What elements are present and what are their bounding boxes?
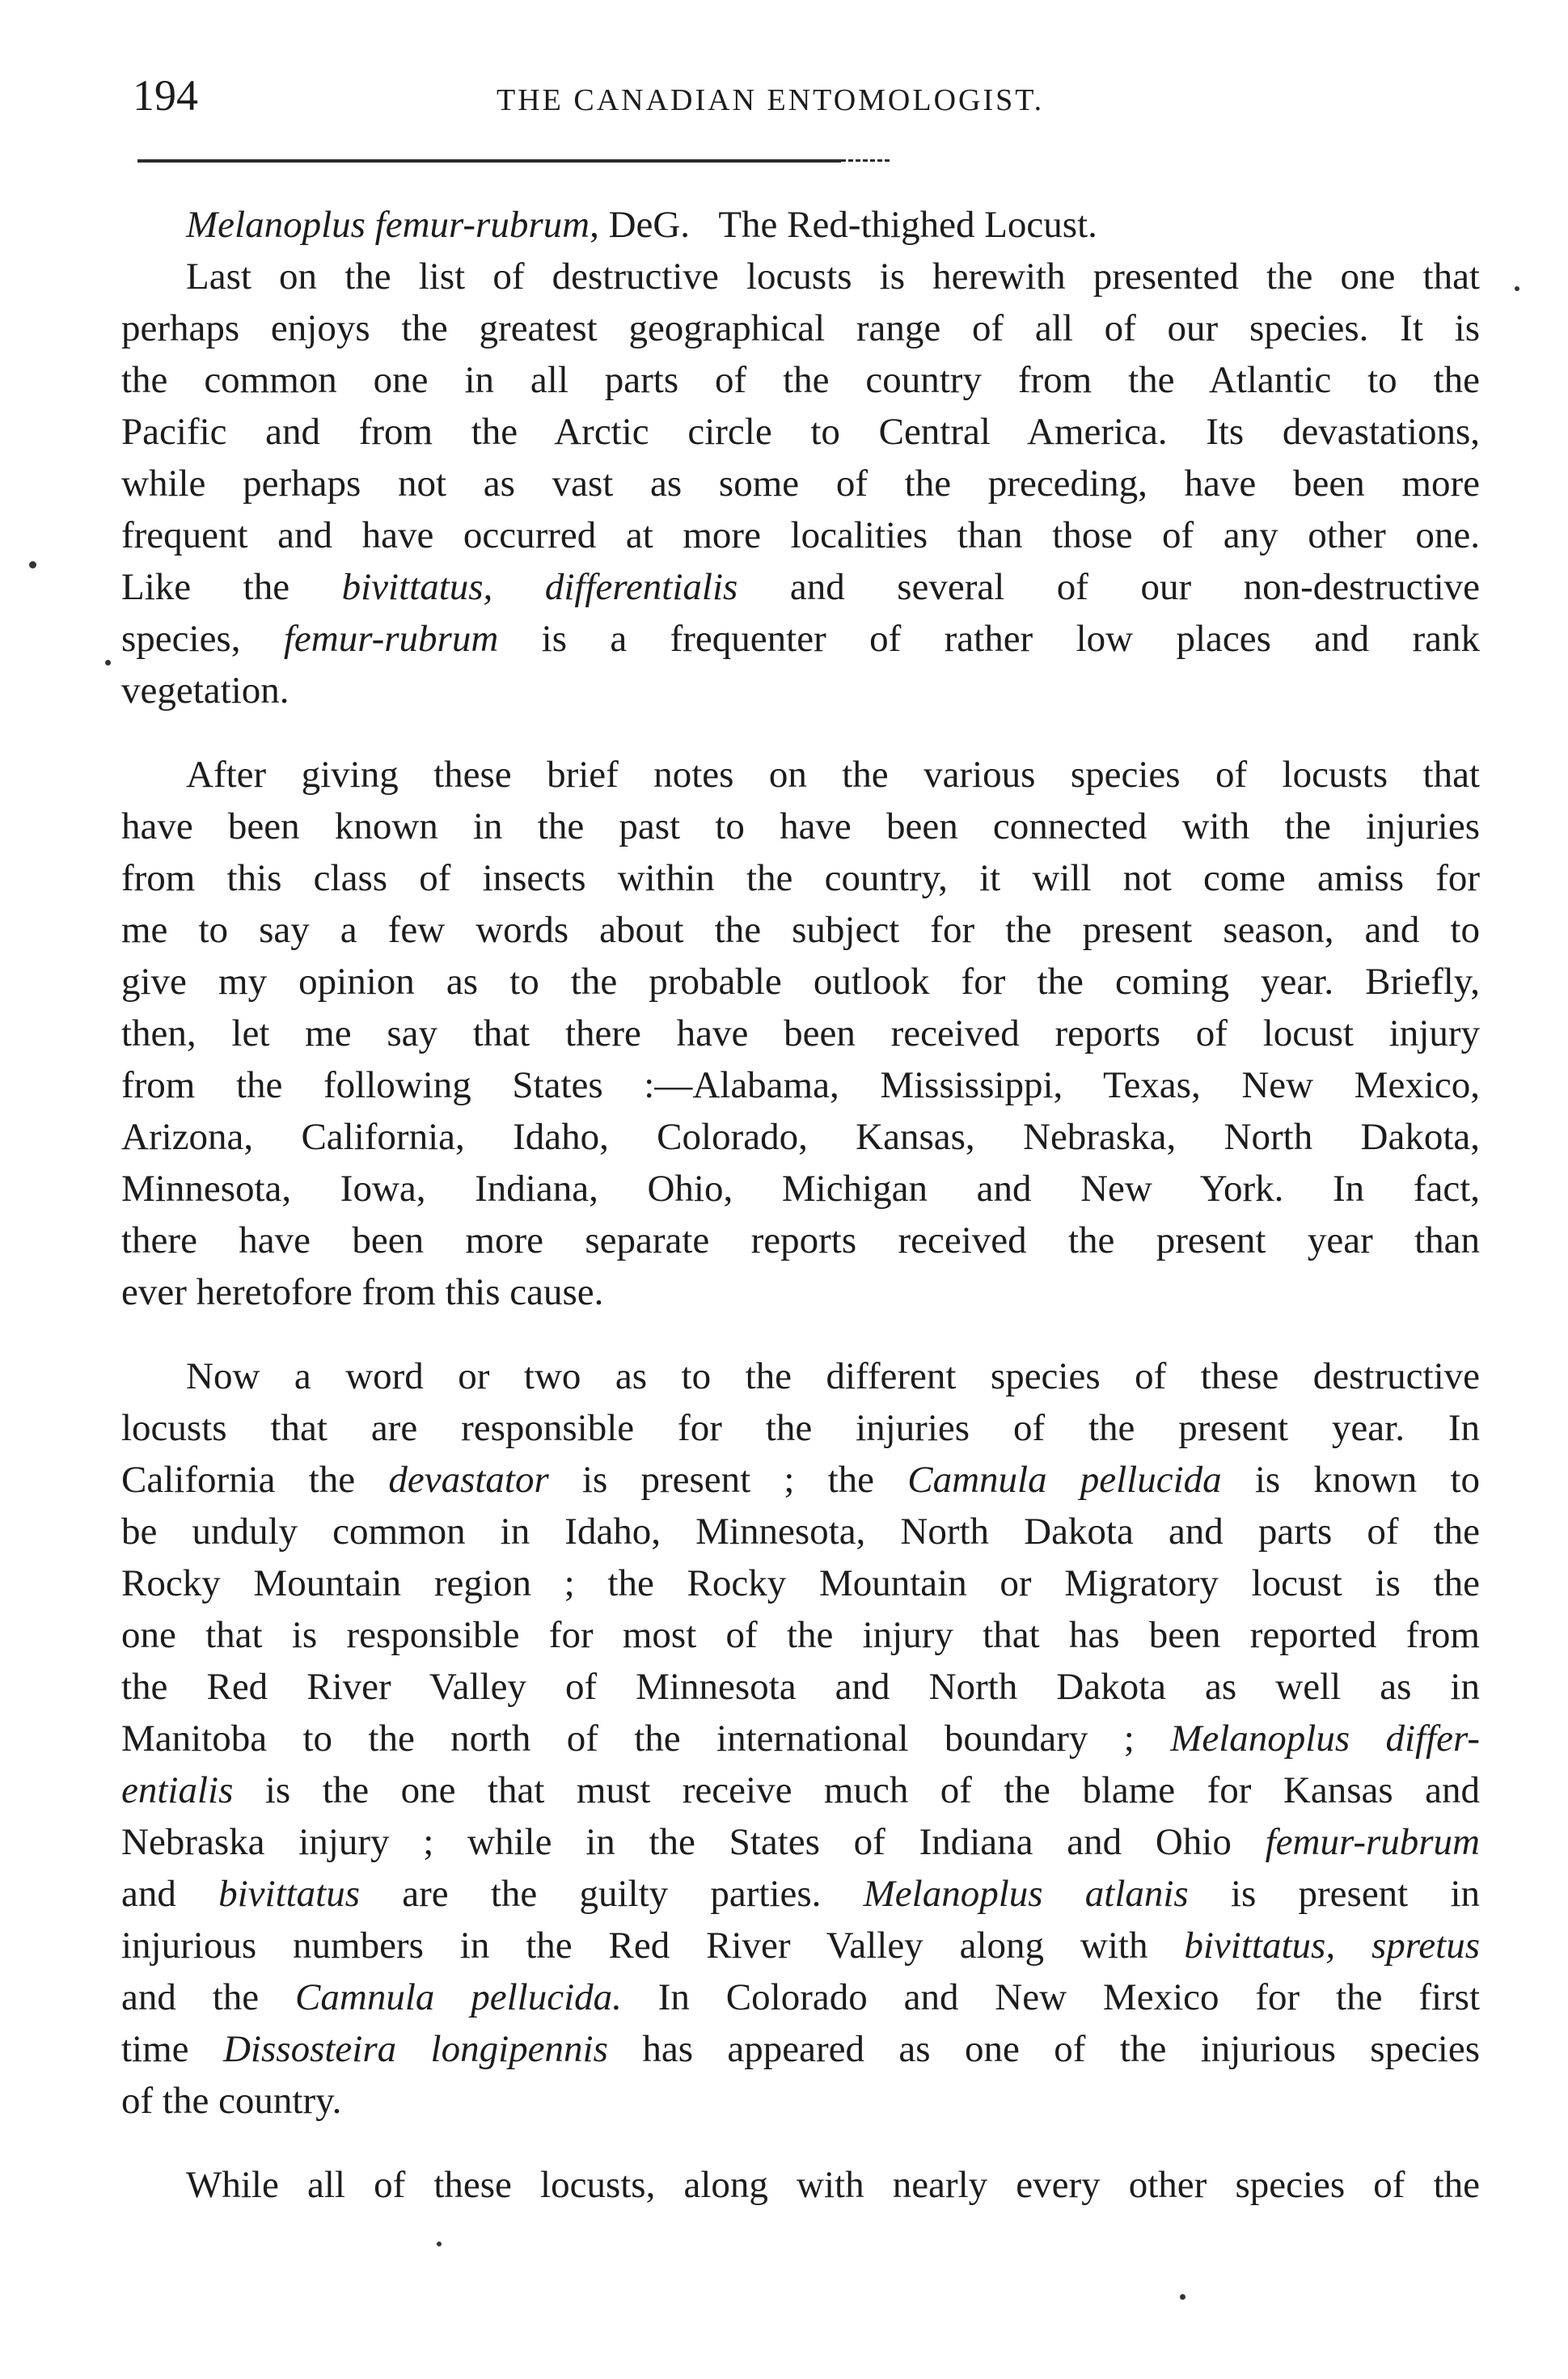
text-line: perhaps enjoys the greatest geographical range of all of our species. It is <box>121 307 1480 349</box>
ink-speck <box>1180 2294 1186 2300</box>
text-line: be unduly common in Idaho, Minnesota, North Dakota and parts of the <box>121 1511 1480 1553</box>
text-line: Manitoba to the north of the international boundary ; Melanoplus differ- <box>121 1718 1480 1760</box>
text-line: me to say a few words about the subject for the present season, and to <box>121 909 1480 951</box>
ink-speck <box>1515 286 1519 291</box>
running-head <box>133 71 1485 136</box>
text-line: frequent and have occurred at more localities than those of any other one. <box>121 514 1480 556</box>
text-line: Pacific and from the Arctic circle to Central America. Its devastations, <box>121 411 1480 453</box>
text-line: injurious numbers in the Red River Valley along with bivittatus, spretus <box>121 1925 1481 1967</box>
text-line: and bivittatus are the guilty parties. Melanoplus atlanis is present in <box>121 1873 1481 1915</box>
text-line: California the devastator is present ; the Camnula pellucida is known to <box>121 1459 1481 1501</box>
text-line: ever heretofore from this cause. <box>121 1271 604 1313</box>
paragraph-3 <box>121 1350 1480 2127</box>
text-line: Like the bivittatus, differentialis and several of our non-destructive <box>121 566 1481 608</box>
paragraph-2 <box>121 749 1480 1318</box>
paragraph-1 <box>121 251 1480 716</box>
text-line: while perhaps not as vast as some of the preceding, have been more <box>121 463 1480 505</box>
common-name: The Red-thighed Locust. <box>718 204 1097 246</box>
text-line: the Red River Valley of Minnesota and North Dakota as well as in <box>121 1666 1480 1708</box>
journal-title: THE CANADIAN ENTOMOLOGIST. <box>497 83 1045 117</box>
text-line: vegetation. <box>121 670 290 712</box>
text-line: While all of these locusts, along with nearly every other species of the <box>186 2164 1480 2206</box>
text-line: give my opinion as to the probable outlook for the coming year. Briefly, <box>121 961 1480 1003</box>
species-author: DeG. <box>608 204 691 246</box>
text-line: the common one in all parts of the country from the Atlantic to the <box>121 359 1480 401</box>
page-number: 194 <box>133 71 198 120</box>
species-name: Melanoplus femur-rubrum <box>186 204 590 246</box>
ink-speck <box>29 561 36 568</box>
text-line: have been known in the past to have been connected with the injuries <box>121 805 1480 847</box>
paragraph-4 <box>121 2159 1480 2211</box>
ink-speck <box>105 660 111 666</box>
text-line: Last on the list of destructive locusts is herewith presented the one that <box>186 256 1480 298</box>
text-line: one that is responsible for most of the injury that has been reported from <box>121 1614 1480 1656</box>
text-line: then, let me say that there have been received reports of locust injury <box>121 1012 1480 1054</box>
text-column <box>121 199 1480 2211</box>
text-line: from the following States :—Alabama, Mississippi, Texas, New Mexico, <box>121 1064 1480 1106</box>
text-line: Minnesota, Iowa, Indiana, Ohio, Michigan and New York. In fact, <box>121 1168 1480 1210</box>
text-line: Rocky Mountain region ; the Rocky Mountain or Migratory locust is the <box>121 1562 1480 1604</box>
text-line: Arizona, California, Idaho, Colorado, Kansas, Nebraska, North Dakota, <box>121 1116 1480 1158</box>
header-rule-dashes <box>841 159 890 162</box>
text-line: of the country. <box>121 2080 342 2122</box>
ink-speck <box>437 2242 442 2246</box>
text-line: locusts that are responsible for the injuries of the present year. In <box>121 1407 1480 1449</box>
text-line: there have been more separate reports received the present year than <box>121 1219 1480 1261</box>
text-line: species, femur-rubrum is a frequenter of rather low places and rank <box>121 618 1481 660</box>
text-line: time Dissosteira longipennis has appeared as one of the injurious species <box>121 2028 1481 2070</box>
text-line: and the Camnula pellucida. In Colorado and New Mexico for the first <box>121 1976 1481 2018</box>
text-line: entialis is the one that must receive much of the blame for Kansas and <box>121 1769 1481 1811</box>
text-line: from this class of insects within the country, it will not come amiss for <box>121 857 1480 899</box>
species-heading: Melanoplus femur-rubrum, DeG. The Red-thighed Locust. <box>186 204 1097 246</box>
text-line: Now a word or two as to the different species of these destructive <box>186 1355 1480 1397</box>
header-rule <box>137 159 841 163</box>
text-line: After giving these brief notes on the various species of locusts that <box>186 754 1480 796</box>
text-line: Nebraska injury ; while in the States of Indiana and Ohio femur-rubrum <box>121 1821 1480 1863</box>
